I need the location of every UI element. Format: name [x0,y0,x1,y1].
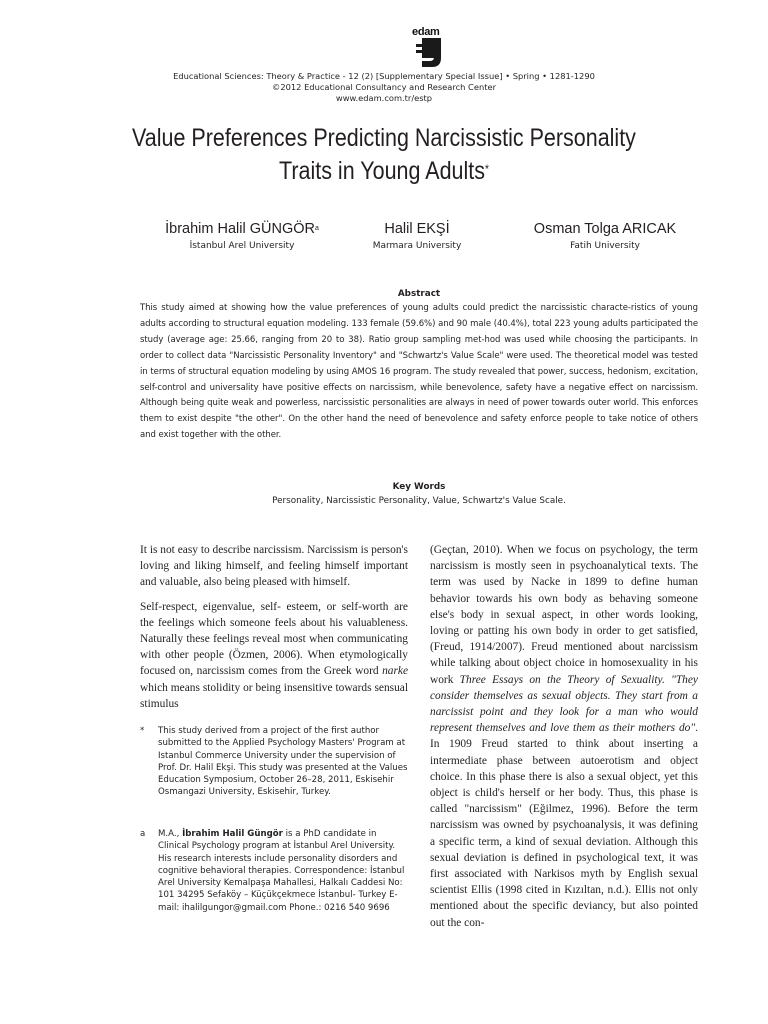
author-name: İbrahim Halil GÜNGÖR$^a$ [165,221,319,237]
footnote-text: M.A., İbrahim Halil Güngör is a PhD candidate in Clinical Psychology program at İstanbul Arel University. His research interests include personality disorders and cognitive behavioral therapies. Correspondence: İstanbul Arel University Kemalpaşa Mahallesi, Halkalı Caddesi No: 101 34295 Sefaköy – Küçükçekmece İstanbul- Turkey E-mail: ihalilgungor@gmail.com Phone.: 0216 540 9696 [158,829,405,913]
title-footnote-mark: * [484,162,490,176]
logo-wordmark: edam [412,26,440,38]
body-paragraph: It is not easy to describe narcissism. Narcissism is person's loving and liking himself, and feeling himself important and valuable, also being pleased with himself. [140,544,408,589]
abstract-text: This study aimed at showing how the value preferences of young adults could predict the narcissistic characte-ristics of young adults according to structural equation modeling. 133 female (59.6%) and 90 male (40.4%), total 223 young adults participated the study (average age: 25.66, ranging from 20 to 38). Ratio group sampling met-hod was used while choosing the participants. In order to collect data "Narcissistic Personality Inventory" and "Schwartz's Value Scale" were used. The theoretical model was tested in terms of structural equation modeling by using AMOS 16 program. The study revealed that power, success, hedonism, excitation, self-control and universality have positive effects on narcissism, while benevolence, safety have a negative effect on narcissism. Although being quite weak and powerless, narcissistic personalities are always in need of power towards outer world. This enforces them to exist despite "the other". On the other hand the need of benevolence and safety enforce people to take notice of others and exist together with the other. [140,303,698,441]
body-column-right [430,542,698,931]
body-paragraph: Self-respect, eigenvalue, self- esteem, or self-worth are the feelings which someone feels about his valuableness. Naturally these feelings reveal most when communicating with other people (Özmen, 2006). When etymologically focused on, narcissism comes from the Greek word narke which means stolidity or being insensitive towards sensual stimulus [140,600,408,710]
publisher-logo [412,26,446,70]
author-name: Osman Tolga ARICAK [533,221,677,237]
footnote-mark: a [140,829,146,839]
author-2 [347,220,487,254]
author-affiliation: İstanbul Arel University [189,241,295,251]
journal-url: www.edam.com.tr/estp [335,93,433,103]
footnote-author [140,828,408,914]
journal-citation: Educational Sciences: Theory & Practice - 12 (2) [Supplementary Special Issue] • Spring • 1281-1290 [173,71,595,81]
paper-title-line-1: Value Preferences Predicting Narcissistic Personality [132,124,636,152]
footnote-author-name: İbrahim Halil Güngör [182,829,283,839]
keywords-heading: Key Words [392,482,446,492]
author-1 [142,220,342,254]
paper-title-line-2: Traits in Young Adults* [278,157,490,185]
footnote-mark: * [140,726,145,736]
footnote-text: This study derived from a project of the first author submitted to the Applied Psychology Masters' Program at Istanbul Commerce University under the supervision of Prof. Dr. Halil Ekşi. This study was presented at the Values Education Symposium, October 26–28, 2011, Eskisehir Osmangazi University, Eskisehir, Turkey. [158,726,408,798]
abstract-heading: Abstract [397,289,441,299]
body-column-left [140,542,408,712]
author-name: Halil EKŞİ [384,221,450,237]
author-affiliation: Marmara University [372,241,462,251]
journal-header [0,71,768,104]
paper-title [114,122,654,188]
italic-quote: Three Essays on the Theory of Sexuality. "They consider themselves as sexual objects. They start from a narcissist point and they look for a man who would represent themselves and love them as their mothers do" [430,673,698,735]
journal-copyright: ©2012 Educational Consultancy and Research Center [272,82,496,92]
footnote-study [140,725,408,799]
logo-mark-icon [414,38,444,68]
keywords-text: Personality, Narcissistic Personality, Value, Schwartz's Value Scale. [272,496,566,506]
body-paragraph: (Geçtan, 2010). When we focus on psychology, the term narcissism is mostly seen in psychoanalytical texts. The term was used by Nacke in 1899 to define human behavior towards his own body as behaving someone else's body in sexual aspect, in other words looking, loving or patting his own body in order to get satisfied, (Freud, 1914/2007). Freud mentioned about narcissism while talking about object choice in homosexuality in his work Three Essays on the Theory of Sexuality. "They consider themselves as sexual objects. They start from a narcissist point and they look for a man who would represent themselves and love them as their mothers do". In 1909 Freud started to think about inserting a intermediate phase between autoerotism and object choice. In this phase there is also a sexual object, yet this object is child's herself or her body. Thus, this phase is called "narcissism" (Eğilmez, 1996). Before the term narcissism was owned by psychoanalysis, it was defining a specific term, a kind of sexual deviation. Although this sexual deviation is defined in psychological text, it was first associated with Narkisos myth by English sexual scientist Ellis (1998 cited in Kızıltan, n.d.). Ellis not only mentioned about the specific deviancy, but also pointed out the con- [430,544,698,929]
author-3 [515,220,695,254]
author-affiliation: Fatih University [570,241,640,251]
